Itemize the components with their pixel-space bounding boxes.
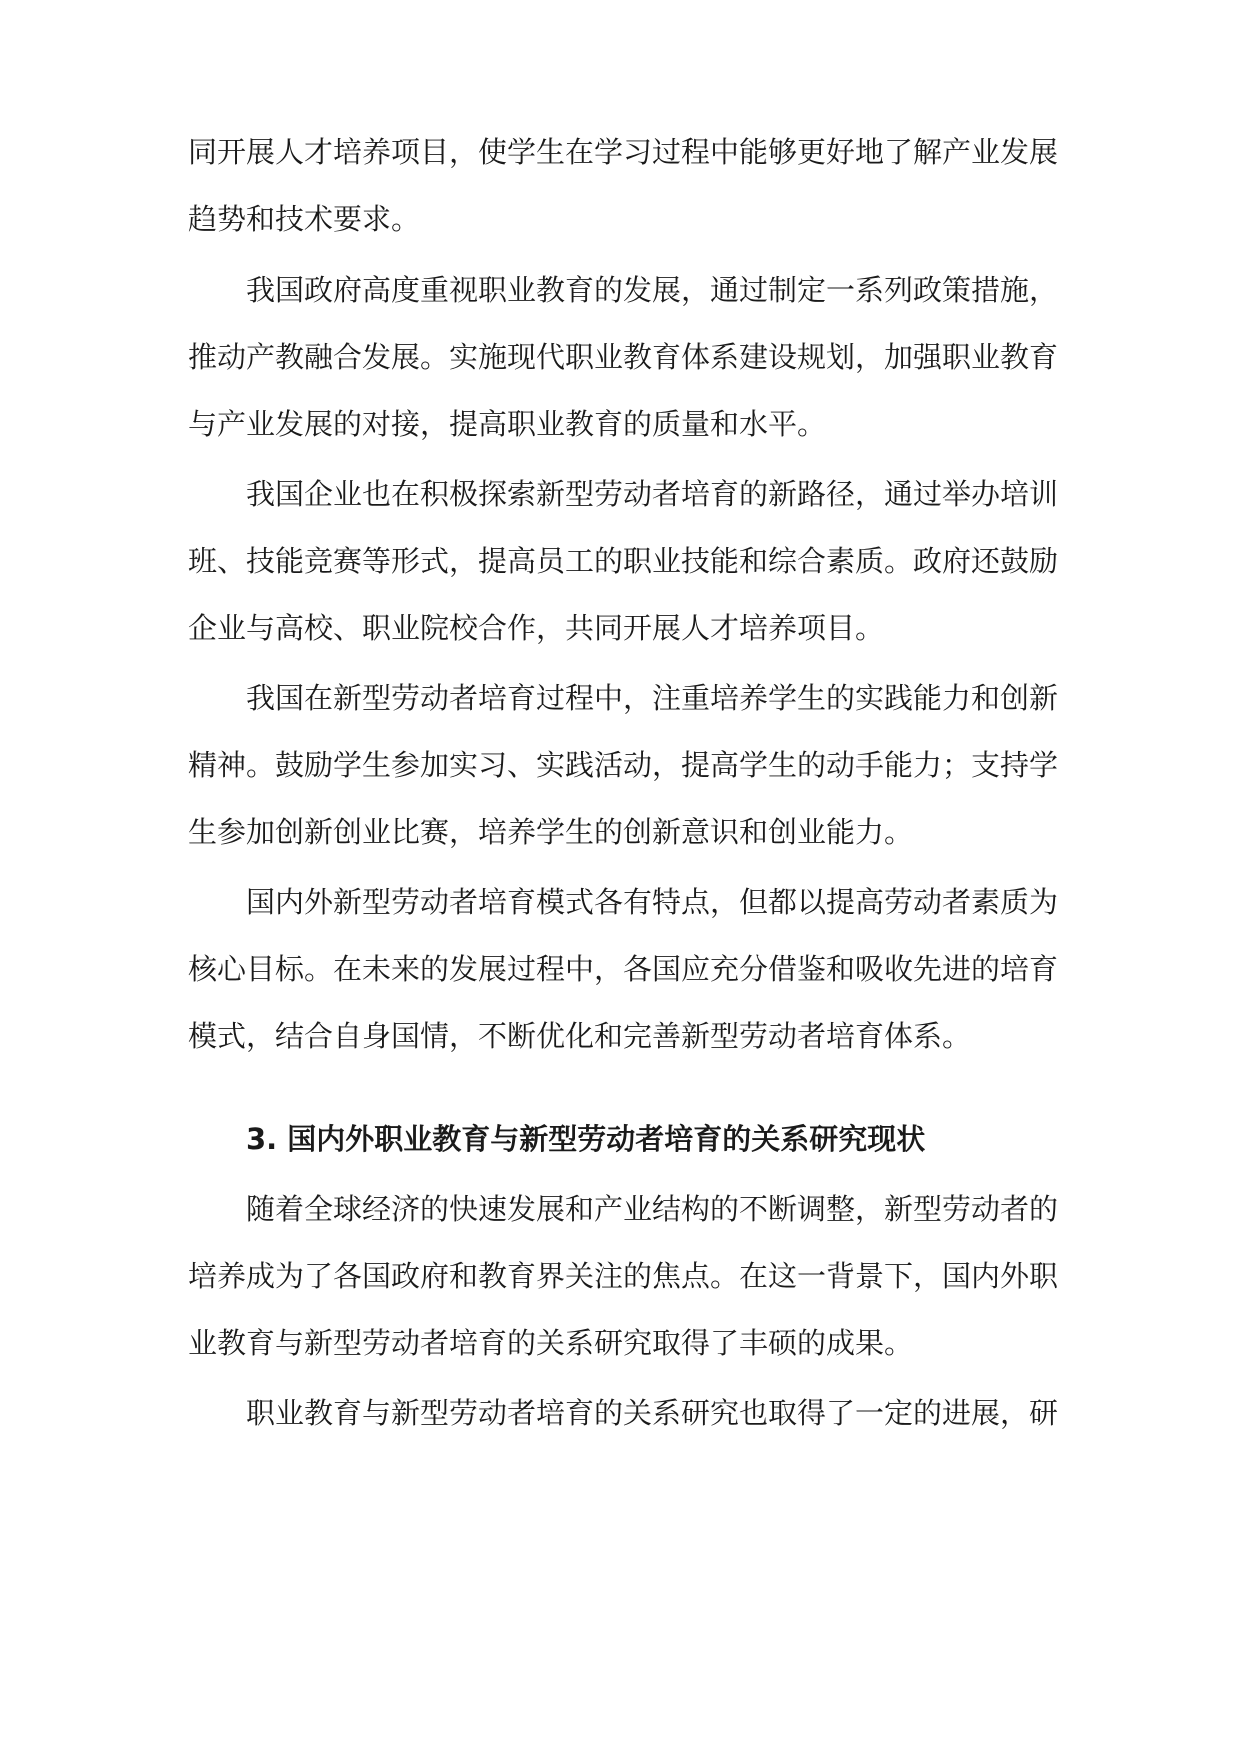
paragraph-5-line-3: 模式，结合自身国情，不断优化和完善新型劳动者培育体系。 [188, 1019, 972, 1053]
paragraph-1-line-1: 同开展人才培养项目，使学生在学习过程中能够更好地了解产业发展 [188, 135, 1059, 169]
paragraph-7-line-1: 职业教育与新型劳动者培育的关系研究也取得了一定的进展，研 [246, 1396, 1059, 1430]
paragraph-5-line-2: 核心目标。在未来的发展过程中，各国应充分借鉴和吸收先进的培育 [188, 952, 1059, 986]
paragraph-5-line-1: 国内外新型劳动者培育模式各有特点，但都以提高劳动者素质为 [246, 885, 1059, 919]
paragraph-4-line-1: 我国在新型劳动者培育过程中，注重培养学生的实践能力和创新 [246, 681, 1059, 715]
paragraph-6-line-2: 培养成为了各国政府和教育界关注的焦点。在这一背景下，国内外职 [188, 1259, 1059, 1293]
section-heading: 3. 国内外职业教育与新型劳动者培育的关系研究现状 [246, 1122, 926, 1156]
paragraph-3-line-2: 班、技能竞赛等形式，提高员工的职业技能和综合素质。政府还鼓励 [188, 544, 1059, 578]
paragraph-1-line-2: 趋势和技术要求。 [188, 202, 421, 236]
paragraph-4-line-2: 精神。鼓励学生参加实习、实践活动，提高学生的动手能力；支持学 [188, 748, 1059, 782]
paragraph-3-line-1: 我国企业也在积极探索新型劳动者培育的新路径，通过举办培训 [246, 477, 1059, 511]
paragraph-2-line-1: 我国政府高度重视职业教育的发展，通过制定一系列政策措施， [246, 273, 1059, 307]
paragraph-2-line-3: 与产业发展的对接，提高职业教育的质量和水平。 [188, 407, 827, 441]
paragraph-4-line-3: 生参加创新创业比赛，培养学生的创新意识和创业能力。 [188, 815, 914, 849]
paragraph-3-line-3: 企业与高校、职业院校合作，共同开展人才培养项目。 [188, 611, 885, 645]
paragraph-2-line-2: 推动产教融合发展。实施现代职业教育体系建设规划，加强职业教育 [188, 340, 1059, 374]
paragraph-6-line-1: 随着全球经济的快速发展和产业结构的不断调整，新型劳动者的 [246, 1192, 1059, 1226]
paragraph-6-line-3: 业教育与新型劳动者培育的关系研究取得了丰硕的成果。 [188, 1326, 914, 1360]
